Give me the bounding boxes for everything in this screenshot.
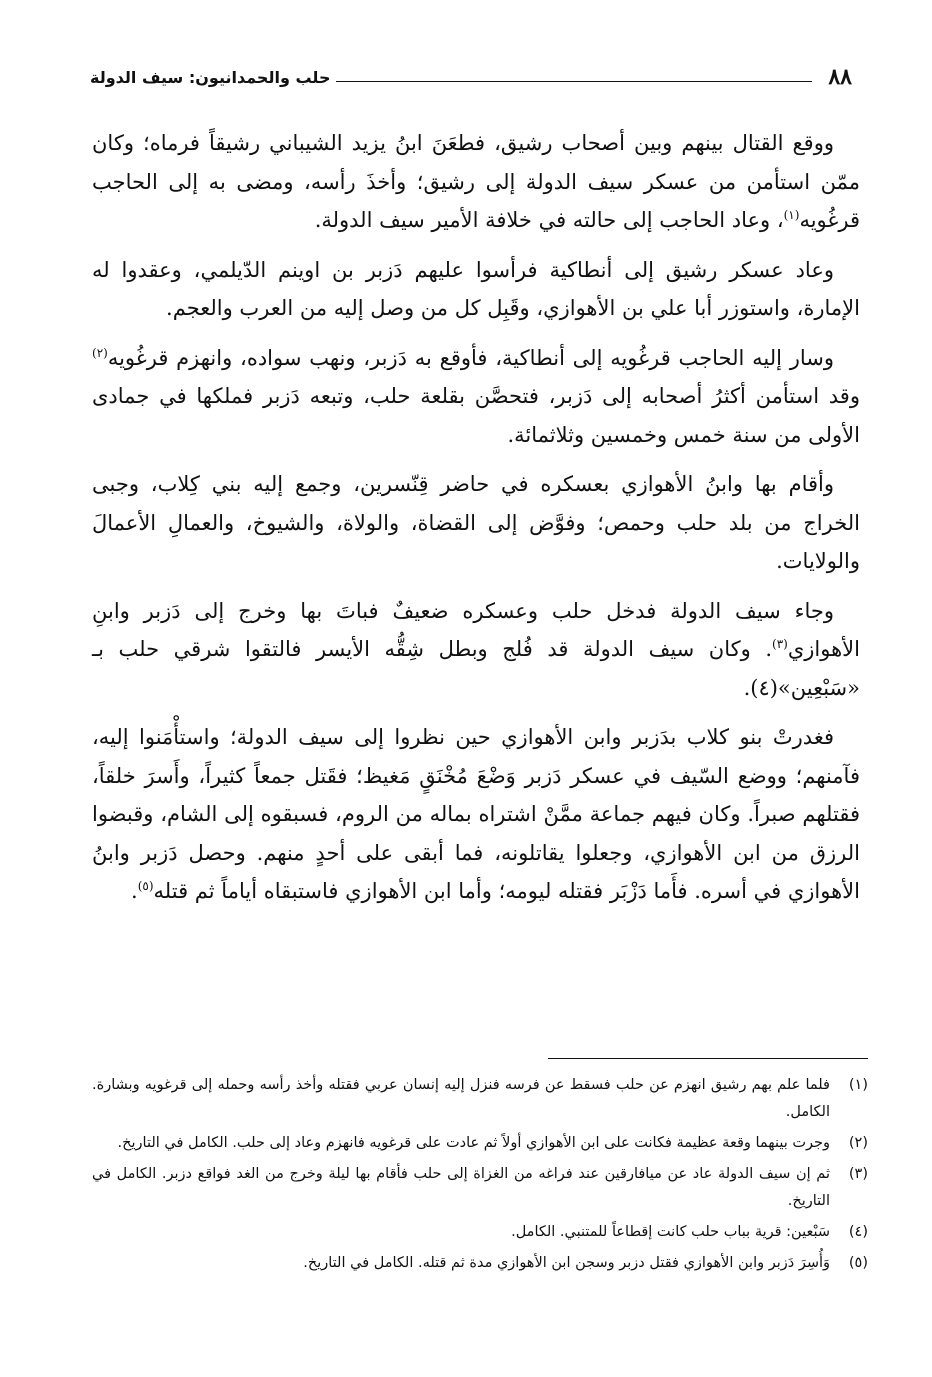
footnote-number: (٤) bbox=[848, 1224, 868, 1240]
footnote-number: (٢) bbox=[848, 1135, 868, 1151]
footnote-2 bbox=[92, 1130, 868, 1157]
footnote-ref-3: (٣) bbox=[772, 637, 788, 651]
footnote-4 bbox=[92, 1219, 868, 1246]
footnotes bbox=[92, 1072, 868, 1281]
footnote-1 bbox=[92, 1072, 868, 1126]
page-number: ٨٨ bbox=[828, 64, 852, 90]
footnote-number: (٥) bbox=[848, 1255, 868, 1271]
footnote-number: (٣) bbox=[848, 1166, 868, 1182]
paragraph-1: ووقع القتال بينهم وبين أصحاب رشيق، فطعَنَ ابنُ يزيد الشيباني رشيقاً فرماه؛ وكان ممّن استأمن من عسكر سيف الدولة إلى رشيق؛ وأخذَ رأسه، ومضى به إلى الحاجب قرغُويه$^{(١)}$، وعاد الحاجب إلى حالته في خلافة الأمير سيف الدولة. bbox=[92, 131, 860, 232]
footnote-3 bbox=[92, 1161, 868, 1215]
footnote-text: وَأُسِرَ دَزبر وابن الأهوازي فقتل دزبر وسجن ابن الأهوازي مدة ثم قتله. الكامل في التاريخ. bbox=[303, 1255, 830, 1271]
footnote-text: سَبْعين: قرية بباب حلب كانت إقطاعاً للمتنبي. الكامل. bbox=[511, 1224, 830, 1240]
paragraph-2: وعاد عسكر رشيق إلى أنطاكية فرأسوا عليهم دَزبر بن اوينم الدّيلمي، وعقدوا له الإمارة، واستوزر أبا علي بن الأهوازي، وقَبِل كل من وصل إليه من العرب والعجم. bbox=[92, 257, 860, 320]
paragraph-3: وسار إليه الحاجب قرغُويه إلى أنطاكية، فأوقع به دَزبر، ونهب سواده، وانهزم قرغُويه$^{(٢)}$ وقد استأمن أكثرُ أصحابه إلى دَزبر، فتحصَّن بقلعة حلب، وتبعه دَزبر فملكها في جمادى الأولى من سنة خمس وخمسين وثلاثمائة. bbox=[92, 345, 860, 447]
page-header bbox=[90, 60, 852, 94]
header-rule bbox=[336, 81, 812, 82]
footnote-text: فلما علم بهم رشيق انهزم عن حلب فسقط عن فرسه فنزل إليه إنسان عربي فقتله وأخذ رأسه وحمله إلى قرغويه وبشارة. الكامل. bbox=[92, 1077, 830, 1120]
paragraph-5: وجاء سيف الدولة فدخل حلب وعسكره ضعيفٌ فباتَ بها وخرج إلى دَزبر وابنِ الأهوازي$^{(٣)}$. وكان سيف الدولة قد فُلج وبطل شِقُّه الأيسر فالتقوا شرقي حلب بـ «سَبْعِين»(٤). bbox=[92, 598, 860, 700]
paragraph-4: وأقام بها وابنُ الأهوازي بعسكره في حاضر قِنّسرين، وجمع إليه بني كِلاب، وجبى الخراج من بلد حلب وحمص؛ وفوَّض إلى القضاة، والولاة، والشيوخ، والعمالِ الأعمالَ والولايات. bbox=[92, 472, 860, 573]
footnote-ref-1: (١) bbox=[783, 208, 800, 222]
main-text bbox=[92, 124, 860, 922]
footnote-5 bbox=[92, 1250, 868, 1277]
paragraph-6: فغدرتْ بنو كلاب بدَزبر وابن الأهوازي حين نظروا إلى سيف الدولة؛ واستأْمَنوا إليه، فآمنهم؛ ووضع السّيف في عسكر دَزبر وَضْعَ مُخْنَقٍ مَغيظ؛ فقَتل جمعاً كثيراً، وأَسرَ خلقاً، فقتلهم صبراً. وكان فيهم جماعة ممَّنْ اشتراه بماله من الروم، فسبقوه إلى الشام، وقبضوا الرزق من ابن الأهوازي، وجعلوا يقاتلونه، فما أبقى على أحدٍ منهم. وحصل دَزبر وابنُ الأهوازي في أسره. فأَما دَزْبَر فقتله ليومه؛ وأما ابن الأهوازي فاستبقاه أياماً ثم قتله$^{(٥)}$. bbox=[92, 725, 860, 903]
footnote-number: (١) bbox=[848, 1077, 868, 1093]
footnote-text: وجرت بينهما وقعة عظيمة فكانت على ابن الأهوازي أولاً ثم عادت على قرغويه فانهزم وعاد إلى حلب. الكامل في التاريخ. bbox=[117, 1135, 830, 1151]
footnote-ref-2: (٢) bbox=[92, 345, 108, 360]
running-title: حلب والحمدانيون: سيف الدولة bbox=[90, 67, 331, 87]
footnote-text: ثم إن سيف الدولة عاد عن ميافارقين عند فراغه من الغزاة إلى حلب فأقام بها ليلة وخرج من الغد فواقع دزبر. الكامل في التاريخ. bbox=[92, 1166, 830, 1209]
footnote-ref-5: (٥) bbox=[137, 879, 154, 893]
footnote-separator bbox=[548, 1058, 868, 1059]
